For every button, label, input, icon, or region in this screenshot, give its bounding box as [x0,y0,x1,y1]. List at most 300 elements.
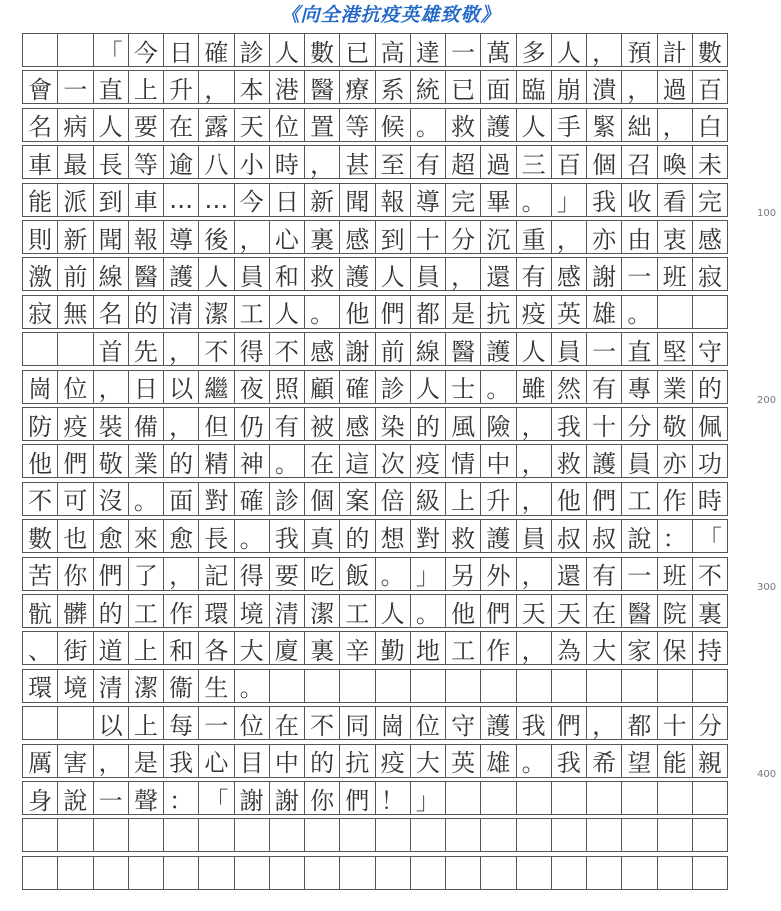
grid-cell [445,856,481,890]
grid-cell: 。 [269,444,305,478]
grid-cell: 清 [93,669,129,703]
grid-cell: 感 [339,407,375,441]
grid-cell: 有 [586,557,622,591]
grid-row [22,818,747,852]
grid-cell: 天 [551,594,587,628]
grid-row [22,407,747,441]
grid-cell [621,818,657,852]
grid-cell: 「 [93,33,129,67]
grid-cell: 敬 [93,444,129,478]
grid-cell: 感 [551,257,587,291]
grid-cell: 直 [93,70,129,104]
grid-cell: 臨 [516,70,552,104]
grid-cell [692,781,728,815]
grid-cell: 街 [57,631,93,665]
grid-cell: 們 [339,781,375,815]
grid-cell [410,669,446,703]
grid-cell: 完 [445,183,481,217]
grid-cell: 聞 [339,183,375,217]
grid-cell: 中 [269,744,305,778]
grid-cell: 。 [375,557,411,591]
grid-cell: 聲 [128,781,164,815]
grid-cell: 說 [621,519,657,553]
grid-cell: 生 [198,669,234,703]
grid-cell [586,818,622,852]
grid-cell: 位 [410,706,446,740]
grid-cell [57,856,93,890]
grid-cell: ， [551,220,587,254]
grid-cell [375,818,411,852]
grid-cell [339,818,375,852]
grid-cell: 記 [198,557,234,591]
grid-cell: 護 [339,257,375,291]
grid-cell: 寂 [22,295,58,329]
grid-cell: 、 [22,631,58,665]
grid-cell: 面 [480,70,516,104]
grid-cell: 們 [480,594,516,628]
grid-cell: 一 [586,332,622,366]
grid-cell: 的 [339,519,375,553]
grid-cell: 然 [551,370,587,404]
grid-cell: 功 [692,444,728,478]
grid-cell: 我 [269,519,305,553]
grid-cell: 醫 [304,70,340,104]
grid-cell: 日 [128,370,164,404]
grid-cell: 前 [375,332,411,366]
grid-cell [163,818,199,852]
grid-cell [586,856,622,890]
grid-cell: 召 [621,145,657,179]
grid-cell: 後 [198,220,234,254]
grid-cell [269,669,305,703]
grid-row [22,557,747,591]
grid-cell: 境 [234,594,270,628]
grid-row [22,220,747,254]
grid-cell: 真 [304,519,340,553]
grid-cell: 班 [657,557,693,591]
grid-cell: 崗 [22,370,58,404]
grid-cell: 大 [410,744,446,778]
grid-cell: 謝 [269,781,305,815]
grid-cell: 還 [480,257,516,291]
grid-cell [445,781,481,815]
grid-cell: 守 [692,332,728,366]
grid-cell: 親 [692,744,728,778]
grid-cell: 「 [198,781,234,815]
grid-cell: 日 [269,183,305,217]
grid-cell: 。 [516,744,552,778]
grid-cell: 等 [128,145,164,179]
grid-cell: 雖 [516,370,552,404]
grid-cell: 作 [480,631,516,665]
word-count-marker: 100 [757,208,777,219]
grid-cell: 和 [163,631,199,665]
grid-cell: 風 [445,407,481,441]
grid-cell: 得 [234,332,270,366]
grid-cell: 無 [57,295,93,329]
grid-cell: 案 [339,482,375,516]
grid-cell: 甚 [339,145,375,179]
grid-cell [586,781,622,815]
grid-cell: 線 [93,257,129,291]
grid-cell: 到 [375,220,411,254]
grid-cell: 工 [339,594,375,628]
grid-cell: 升 [480,482,516,516]
grid-cell: 工 [621,482,657,516]
grid-cell: 本 [234,70,270,104]
grid-cell: 叔 [586,519,622,553]
grid-cell: 情 [445,444,481,478]
grid-cell [22,856,58,890]
grid-cell: 苦 [22,557,58,591]
grid-cell: ， [516,631,552,665]
grid-cell: 寂 [692,257,728,291]
grid-cell: 計 [657,33,693,67]
grid-cell: 染 [375,407,411,441]
grid-cell: 導 [410,183,446,217]
grid-cell: 了 [128,557,164,591]
grid-cell: 未 [692,145,728,179]
grid-cell [551,818,587,852]
grid-cell: 。 [621,295,657,329]
grid-cell: 人 [516,332,552,366]
grid-cell: 我 [516,706,552,740]
grid-cell: 個 [304,482,340,516]
grid-cell: 次 [375,444,411,478]
grid-cell: 你 [304,781,340,815]
grid-row [22,145,747,179]
grid-cell: 裏 [692,594,728,628]
grid-cell: 謝 [339,332,375,366]
grid-cell: 敬 [657,407,693,441]
grid-cell: 一 [621,557,657,591]
grid-cell: 辛 [339,631,375,665]
grid-cell [657,295,693,329]
grid-cell [410,818,446,852]
grid-cell [657,856,693,890]
grid-row [22,332,747,366]
grid-cell: ， [516,407,552,441]
grid-row [22,295,747,329]
grid-cell [621,669,657,703]
grid-cell: 照 [269,370,305,404]
grid-cell [128,856,164,890]
grid-cell: 。 [516,183,552,217]
grid-cell: 備 [128,407,164,441]
grid-cell: 日 [163,33,199,67]
grid-cell: 得 [234,557,270,591]
grid-cell: 他 [22,444,58,478]
grid-cell [375,669,411,703]
grid-cell: 過 [657,70,693,104]
grid-cell: 吃 [304,557,340,591]
grid-cell [22,33,58,67]
grid-cell: ， [586,706,622,740]
grid-cell: … [163,183,199,217]
grid-cell: 人 [410,370,446,404]
grid-cell: 由 [621,220,657,254]
grid-row [22,669,747,703]
grid-cell [692,856,728,890]
grid-cell: 心 [198,744,234,778]
grid-cell: 但 [198,407,234,441]
grid-cell: 時 [269,145,305,179]
grid-cell [551,781,587,815]
grid-cell: 保 [657,631,693,665]
grid-cell [516,781,552,815]
grid-cell: 救 [551,444,587,478]
grid-cell: 顧 [304,370,340,404]
grid-cell: 絀 [621,108,657,142]
grid-cell: 級 [410,482,446,516]
grid-cell: 醫 [621,594,657,628]
grid-cell [93,818,129,852]
grid-cell: 目 [234,744,270,778]
grid-cell: 三 [516,145,552,179]
word-count-marker: 300 [757,582,777,593]
grid-cell: 崗 [375,706,411,740]
grid-cell: 髒 [57,594,93,628]
grid-cell: 醫 [445,332,481,366]
grid-cell: 天 [516,594,552,628]
grid-cell: ， [198,70,234,104]
grid-cell [692,295,728,329]
grid-cell: 各 [198,631,234,665]
grid-cell: 潔 [198,295,234,329]
grid-cell: 裝 [93,407,129,441]
grid-cell: 感 [304,332,340,366]
grid-row [22,257,747,291]
grid-cell: 你 [57,557,93,591]
grid-cell: 他 [339,295,375,329]
grid-row [22,631,747,665]
grid-cell: 過 [480,145,516,179]
grid-cell: 護 [480,108,516,142]
grid-cell: 分 [445,220,481,254]
grid-cell [692,669,728,703]
grid-cell: 堅 [657,332,693,366]
grid-cell: 都 [410,295,446,329]
grid-cell [375,856,411,890]
grid-cell [234,856,270,890]
grid-cell: 的 [410,407,446,441]
grid-cell: 險 [480,407,516,441]
grid-cell: 則 [22,220,58,254]
grid-cell: 聞 [93,220,129,254]
grid-cell: 們 [375,295,411,329]
grid-cell: 天 [234,108,270,142]
grid-cell: 境 [57,669,93,703]
grid-row [22,370,747,404]
grid-cell [234,818,270,852]
grid-cell: 緊 [586,108,622,142]
grid-cell: 員 [516,519,552,553]
grid-cell: 們 [93,557,129,591]
word-count-marker: 400 [757,769,777,780]
grid-cell: 為 [551,631,587,665]
grid-cell: 。 [128,482,164,516]
grid-cell: 上 [445,482,481,516]
grid-cell: 不 [22,482,58,516]
grid-cell: 的 [163,444,199,478]
grid-cell [304,856,340,890]
grid-cell: 要 [269,557,305,591]
grid-cell: 沉 [480,220,516,254]
grid-cell: 感 [339,220,375,254]
grid-cell: ， [93,370,129,404]
grid-cell: 來 [128,519,164,553]
grid-cell: 骯 [22,594,58,628]
grid-cell: 裏 [304,631,340,665]
grid-cell: 病 [57,108,93,142]
grid-cell: 」 [410,781,446,815]
grid-cell [657,818,693,852]
grid-cell: 潔 [128,669,164,703]
grid-cell: 是 [128,744,164,778]
grid-cell: 救 [445,108,481,142]
grid-cell: 們 [586,482,622,516]
grid-cell: 班 [657,257,693,291]
grid-cell [57,332,93,366]
grid-cell: 導 [163,220,199,254]
grid-cell: 每 [163,706,199,740]
grid-row [22,482,747,516]
grid-cell: 人 [375,257,411,291]
grid-cell [269,818,305,852]
grid-cell: 會 [22,70,58,104]
grid-cell: 診 [234,33,270,67]
grid-cell: 望 [621,744,657,778]
grid-cell: 確 [339,370,375,404]
grid-cell: 員 [410,257,446,291]
grid-cell: 我 [163,744,199,778]
grid-cell: 說 [57,781,93,815]
grid-cell: 工 [234,295,270,329]
grid-cell: 一 [445,33,481,67]
grid-cell [163,856,199,890]
grid-cell: ， [445,257,481,291]
grid-cell: 倍 [375,482,411,516]
grid-cell: 一 [198,706,234,740]
grid-cell: 地 [410,631,446,665]
grid-cell: 位 [269,108,305,142]
grid-cell: ， [93,744,129,778]
grid-cell [445,669,481,703]
grid-cell: 衷 [657,220,693,254]
grid-cell: 不 [198,332,234,366]
grid-cell: 上 [128,631,164,665]
grid-cell: 診 [375,370,411,404]
grid-cell: 十 [657,706,693,740]
grid-cell: 英 [445,744,481,778]
grid-cell: 以 [163,370,199,404]
grid-cell: 分 [621,407,657,441]
grid-cell: 個 [586,145,622,179]
grid-cell: 長 [93,145,129,179]
grid-cell: 道 [93,631,129,665]
grid-cell: 人 [516,108,552,142]
grid-cell: 人 [269,33,305,67]
grid-cell: 先 [128,332,164,366]
grid-cell: 們 [57,444,93,478]
grid-cell: 達 [410,33,446,67]
grid-cell: 確 [198,33,234,67]
grid-cell: 環 [22,669,58,703]
grid-cell: 有 [586,370,622,404]
grid-cell: 這 [339,444,375,478]
grid-cell: ， [304,145,340,179]
grid-cell: 的 [692,370,728,404]
grid-cell: 心 [269,220,305,254]
grid-row [22,781,747,815]
grid-cell: 。 [234,519,270,553]
grid-cell: 沒 [93,482,129,516]
grid-row [22,744,747,778]
grid-cell: 至 [375,145,411,179]
grid-cell: 療 [339,70,375,104]
grid-cell: 感 [692,220,728,254]
grid-cell: 作 [163,594,199,628]
grid-cell: 完 [692,183,728,217]
grid-cell: 叔 [551,519,587,553]
grid-cell [57,818,93,852]
grid-row [22,706,747,740]
grid-cell: 我 [551,744,587,778]
grid-cell: 能 [22,183,58,217]
grid-cell: 不 [304,706,340,740]
grid-cell: 到 [93,183,129,217]
grid-cell: 露 [198,108,234,142]
grid-cell: 能 [657,744,693,778]
grid-cell: 救 [445,519,481,553]
grid-cell: 他 [445,594,481,628]
grid-cell: ， [516,444,552,478]
grid-cell: 謝 [586,257,622,291]
grid-row [22,856,747,890]
grid-cell: 謝 [234,781,270,815]
grid-cell: 他 [551,482,587,516]
word-count-marker: 200 [757,395,777,406]
grid-cell: 收 [621,183,657,217]
grid-cell: 疫 [410,444,446,478]
grid-cell: 預 [621,33,657,67]
grid-cell: 大 [234,631,270,665]
grid-cell: 外 [480,557,516,591]
grid-cell: 候 [375,108,411,142]
grid-cell: 。 [304,295,340,329]
grid-cell: 「 [692,519,728,553]
grid-cell: 確 [234,482,270,516]
grid-cell: 白 [692,108,728,142]
grid-cell: 的 [304,744,340,778]
grid-cell: 超 [445,145,481,179]
grid-cell: 手 [551,108,587,142]
grid-cell [480,818,516,852]
grid-cell: 裏 [304,220,340,254]
grid-cell [269,856,305,890]
grid-cell: 院 [657,594,693,628]
grid-cell: 線 [410,332,446,366]
grid-cell: 持 [692,631,728,665]
grid-cell: 上 [128,706,164,740]
grid-cell: 醫 [128,257,164,291]
grid-cell [445,818,481,852]
grid-cell: 對 [198,482,234,516]
grid-cell: 英 [551,295,587,329]
grid-cell: 抗 [480,295,516,329]
grid-cell: 新 [57,220,93,254]
grid-cell: 有 [516,257,552,291]
